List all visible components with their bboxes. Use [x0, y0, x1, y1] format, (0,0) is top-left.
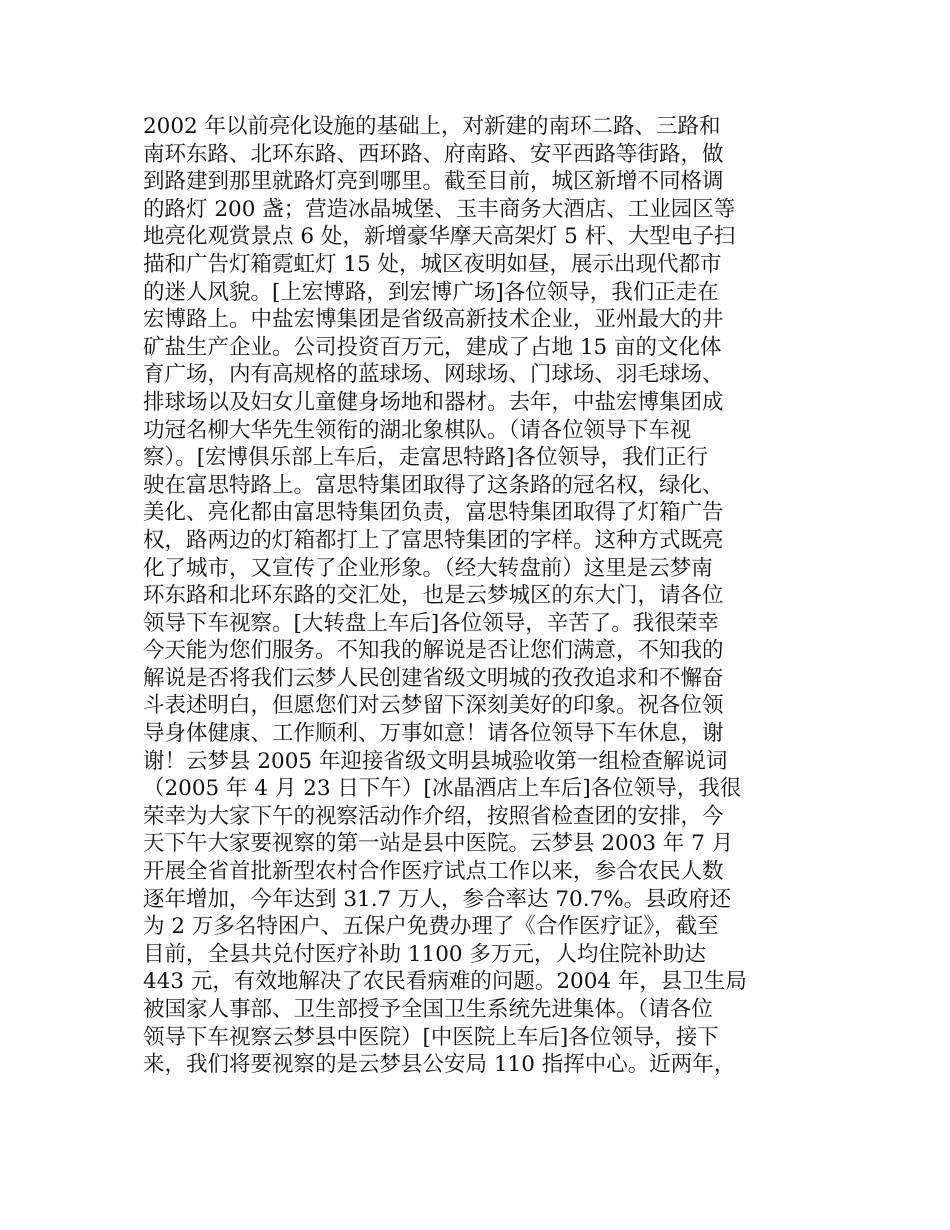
text-line: 开展全省首批新型农村合作医疗试点工作以来，参合农民人数	[143, 859, 724, 885]
text-line: 来，我们将要视察的是云梦县公安局 110 指挥中心。近两年，	[143, 1052, 736, 1078]
text-line: 解说是否将我们云梦人民创建省级文明城的孜孜追求和不懈奋	[143, 665, 724, 691]
text-line: 的迷人风貌。[上宏博路，到宏博广场]各位领导，我们正走在	[143, 279, 719, 305]
text-line: 为 2 万多名特困户、五保户免费办理了《合作医疗证》，截至	[143, 914, 719, 940]
text-line: 育广场，内有高规格的蓝球场、网球场、门球场、羽毛球场、	[143, 362, 724, 388]
text-line: 谢！云梦县 2005 年迎接省级文明县城验收第一组检查解说词	[143, 748, 728, 774]
text-line: 化了城市，又宣传了企业形象。（经大转盘前）这里是云梦南	[143, 555, 713, 581]
text-line: 目前，全县共兑付医疗补助 1100 多万元，人均住院补助达	[143, 941, 706, 967]
text-line: 察）。[宏博俱乐部上车后，走富思特路]各位领导，我们正行	[143, 445, 709, 471]
text-line: 描和广告灯箱霓虹灯 15 处，城区夜明如昼，展示出现代都市	[143, 251, 722, 277]
text-line: 443 元，有效地解决了农民看病难的问题。2004 年，县卫生局	[143, 969, 747, 995]
text-line: 逐年增加，今年达到 31.7 万人，参合率达 70.7%。县政府还	[143, 886, 732, 912]
body-text	[143, 113, 823, 1079]
text-line: 矿盐生产企业。公司投资百万元，建成了占地 15 亩的文化体	[143, 334, 722, 360]
text-line: 荣幸为大家下午的视察活动作介绍，按照省检查团的安排，今	[143, 803, 724, 829]
text-line: 南环东路、北环东路、西环路、府南路、安平西路等街路，做	[143, 141, 724, 167]
text-line: 2002 年以前亮化设施的基础上，对新建的南环二路、三路和	[143, 114, 721, 139]
text-line: 地亮化观赏景点 6 处，新增豪华摩天高架灯 5 杆、大型电子扫	[143, 224, 736, 250]
text-line: 环东路和北环东路的交汇处，也是云梦城区的东大门，请各位	[143, 583, 724, 609]
text-line: 宏博路上。中盐宏博集团是省级高新技术企业，亚州最大的井	[143, 307, 724, 333]
text-line: 领导下车视察。[大转盘上车后]各位领导，辛苦了。我很荣幸	[143, 610, 719, 636]
text-line: 领导下车视察云梦县中医院）[中医院上车后]各位领导，接下	[143, 1024, 719, 1050]
text-line: 驶在富思特路上。富思特集团取得了这条路的冠名权，绿化、	[143, 472, 724, 498]
text-line: 导身体健康、工作顺利、万事如意！请各位领导下车休息，谢	[143, 721, 724, 747]
text-line: 的路灯 200 盏；营造冰晶城堡、玉丰商务大酒店、工业园区等	[143, 196, 736, 222]
text-line: 权，路两边的灯箱都打上了富思特集团的字样。这种方式既亮	[143, 527, 724, 553]
text-line: 今天能为您们服务。不知我的解说是否让您们满意，不知我的	[143, 638, 724, 664]
text-line: 到路建到那里就路灯亮到哪里。截至目前，城区新增不同格调	[143, 169, 724, 195]
text-line: 美化、亮化都由富思特集团负责，富思特集团取得了灯箱广告	[143, 500, 724, 526]
text-line: 被国家人事部、卫生部授予全国卫生系统先进集体。（请各位	[143, 997, 713, 1022]
text-line: 功冠名柳大华先生领衔的湖北象棋队。（请各位领导下车视	[143, 417, 692, 443]
text-line: （2005 年 4 月 23 日下午）[冰晶酒店上车后]各位领导，我很	[143, 776, 742, 802]
text-line: 天下午大家要视察的第一站是县中医院。云梦县 2003 年 7 月	[143, 831, 734, 857]
text-line: 斗表述明白，但愿您们对云梦留下深刻美好的印象。祝各位领	[143, 693, 724, 719]
text-line: 排球场以及妇女儿童健身场地和器材。去年，中盐宏博集团成	[143, 389, 724, 415]
